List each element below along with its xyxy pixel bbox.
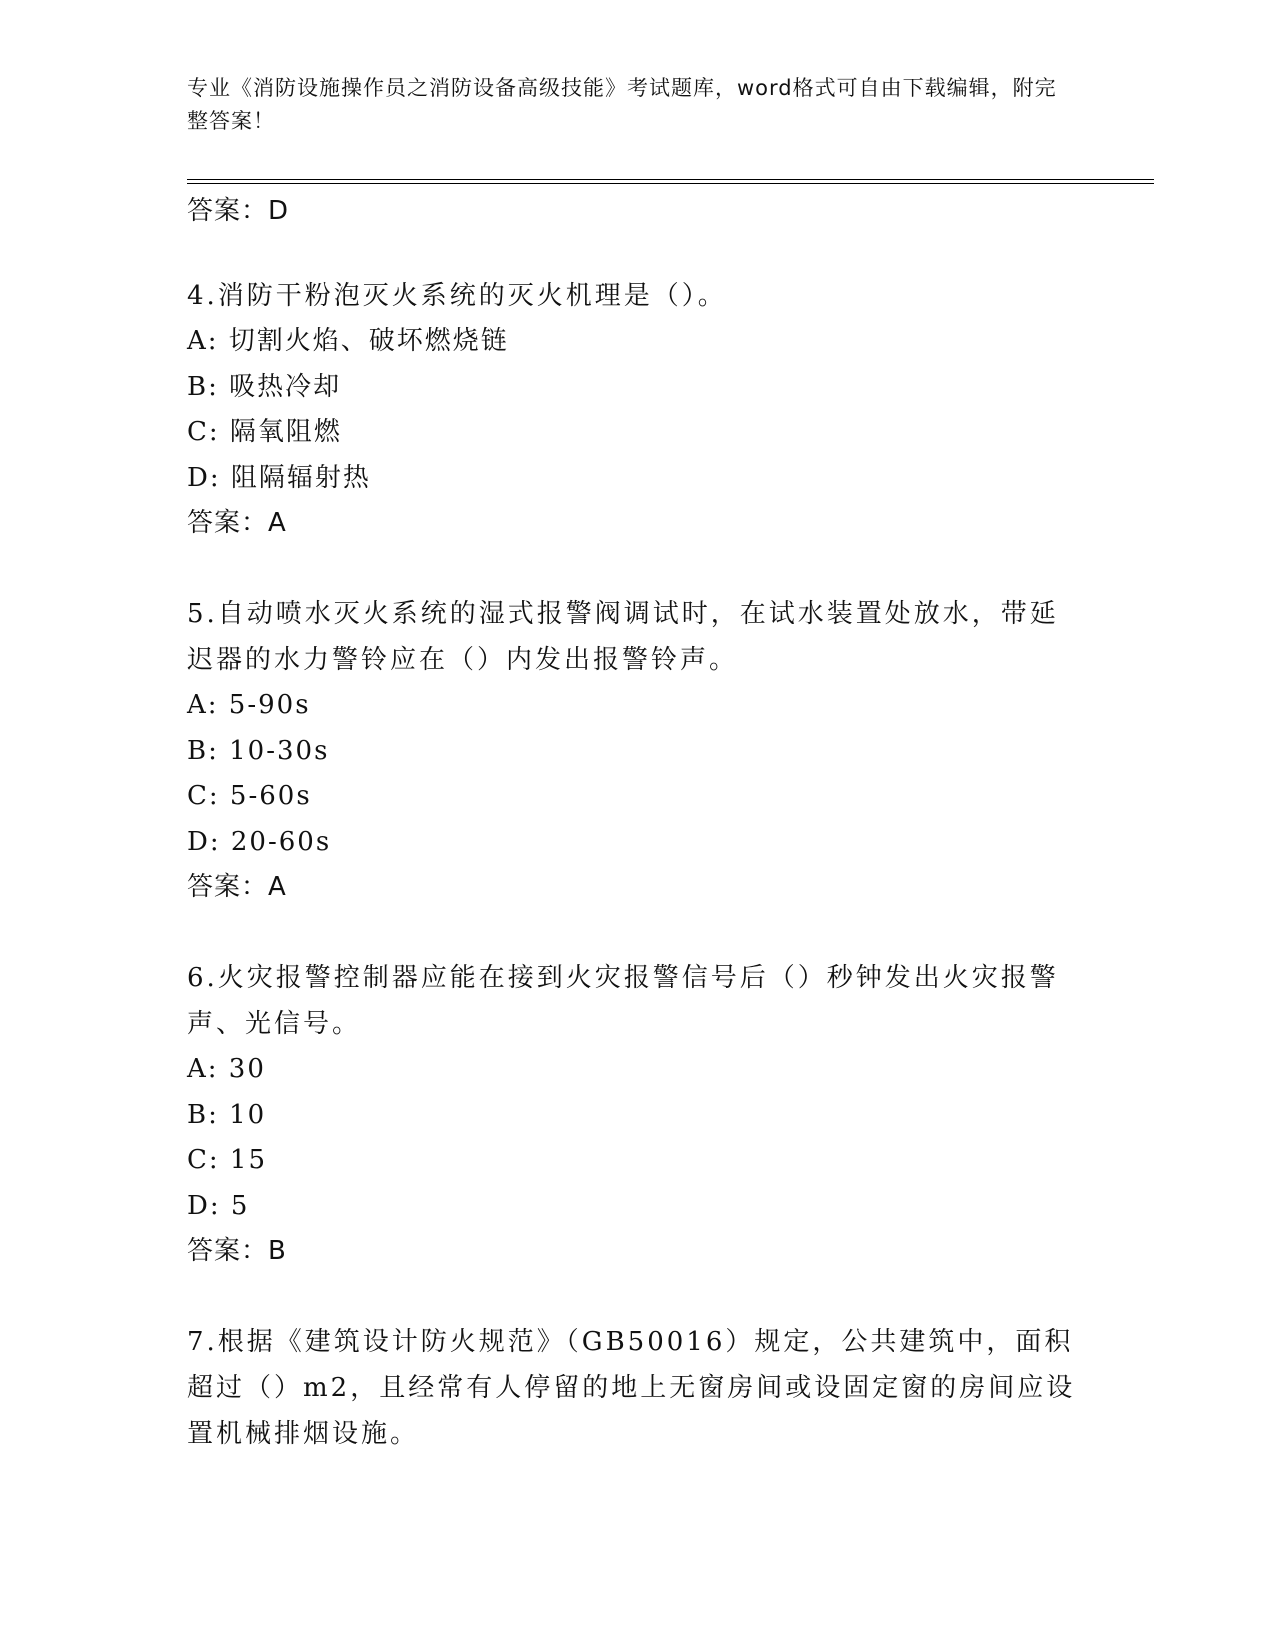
option-c: C: 5-60s (187, 781, 312, 811)
option-b: B: 10-30s (187, 735, 330, 766)
answer-line: 答案：A (187, 508, 287, 538)
option-b: B: 10 (187, 1099, 267, 1130)
option-d: D: 20-60s (187, 826, 332, 857)
option-d: D: 阻隔辐射热 (187, 462, 371, 493)
question-text: 5.自动喷水灭火系统的湿式报警阀调试时，在试水装置处放水，带延迟器的水力警铃应在（）内发出报警铃声。 (187, 599, 1059, 675)
answer-line: 答案：B (187, 1236, 287, 1266)
option-c: C: 隔氧阻燃 (187, 417, 342, 447)
answer-line: 答案：D (187, 196, 290, 226)
question-block-7 (187, 1319, 1087, 1457)
page-header-text: 专业《消防设施操作员之消防设备高级技能》考试题库，word格式可自由下载编辑，附完整答案！ (187, 76, 1057, 133)
header-rule-bottom (187, 183, 1154, 184)
option-d: D: 5 (187, 1190, 250, 1221)
question-block-6 (187, 955, 1087, 1273)
header-rule-top (187, 179, 1154, 180)
question-text: 4.消防干粉泡灭火系统的灭火机理是（）。 (187, 281, 727, 311)
option-b: B: 吸热冷却 (187, 371, 342, 402)
question-content (187, 189, 1087, 1457)
answer-line: 答案：A (187, 872, 287, 902)
option-a: A: 切割火焰、破坏燃烧链 (187, 326, 509, 356)
question-block-4 (187, 273, 1087, 545)
question-block-5 (187, 591, 1087, 909)
option-c: C: 15 (187, 1145, 268, 1175)
option-a: A: 30 (187, 1054, 266, 1084)
option-a: A: 5-90s (187, 690, 311, 720)
question-text: 6.火灾报警控制器应能在接到火灾报警信号后（）秒钟发出火灾报警声、光信号。 (187, 963, 1059, 1039)
question-text: 7.根据《建筑设计防火规范》（GB50016）规定，公共建筑中，面积超过（）m2，且经常有人停留的地上无窗房间或设固定窗的房间应设置机械排烟设施。 (187, 1327, 1076, 1449)
